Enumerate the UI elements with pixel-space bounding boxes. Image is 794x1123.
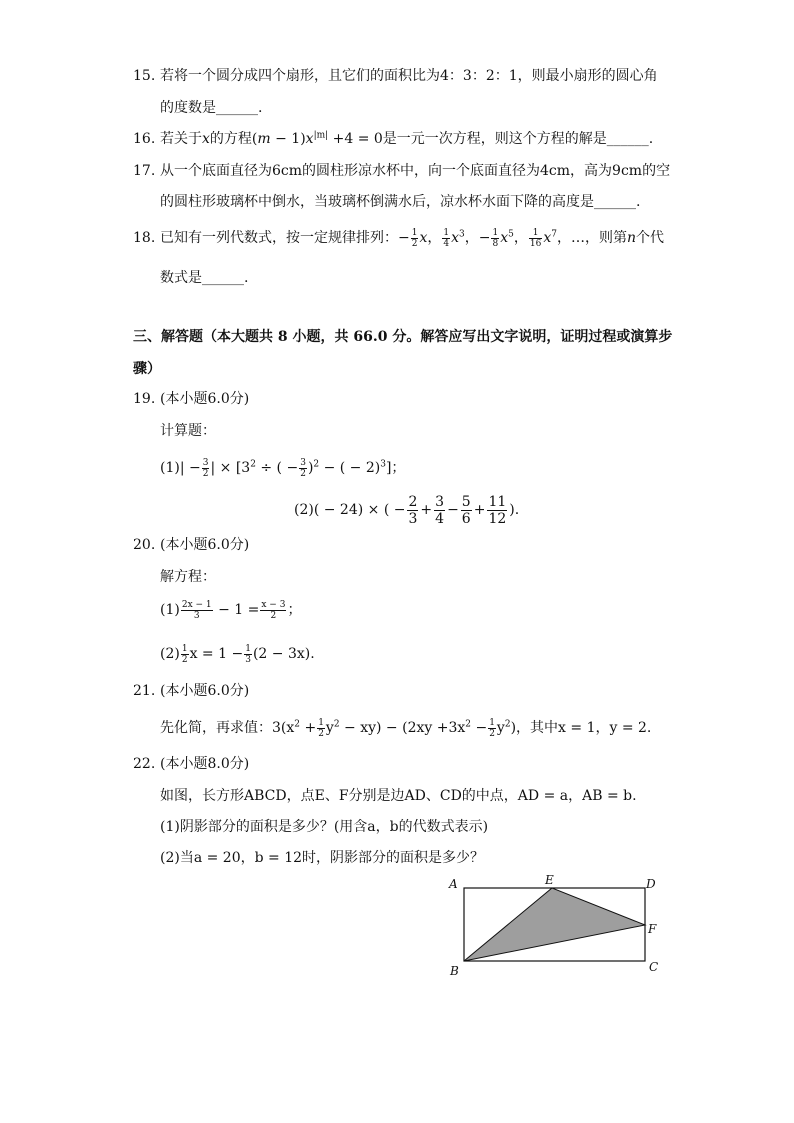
q18-term3-frac: $\frac{1}{8}$	[492, 227, 499, 249]
q19-number: 19.	[133, 391, 156, 407]
q18-text-pre: 已知有一列代数式，按一定规律排列：	[160, 230, 398, 246]
q17-line1	[133, 161, 670, 181]
q17-line2: 的圆柱形玻璃杯中倒水，当玻璃杯倒满水后，凉水杯水面下降的高度是______.	[160, 194, 641, 210]
q22-number: 22.	[133, 756, 156, 772]
q16-text-mid: 的方程(	[209, 131, 258, 147]
label-d: D	[646, 877, 656, 891]
q15-number: 15.	[133, 68, 156, 84]
q20-part1: (1) $\frac{2x - 1}{3}$ − 1 = $\frac{x - 3}{2}$ ；	[160, 599, 302, 621]
q16-exponent: |m|	[313, 130, 329, 141]
q16-number: 16.	[133, 131, 156, 147]
q18-term2-var: x	[451, 230, 460, 246]
q18-term4-frac: $\frac{1}{16}$	[529, 227, 542, 249]
label-f: F	[648, 922, 657, 936]
q18-sep3: ，	[513, 230, 528, 246]
q16-text-pre: 若关于	[160, 131, 202, 147]
q22-description: 如图，长方形ABCD，点E、F分别是边AD、CD的中点，AD = a，AB = b.	[160, 788, 637, 804]
q18-var-n: n	[626, 230, 636, 246]
shaded-triangle-bef	[464, 888, 645, 961]
q21-score: (本小题6.0分)	[160, 683, 250, 699]
q17-number: 17.	[133, 163, 156, 179]
q19-part1: (1)| − $\frac{3}{2}$ | × [$3^2$ ÷ ( − $\frac{3}{2}$ )$^2$ − ( − 2)$^3$]；	[160, 457, 406, 479]
q17-text-1: 从一个底面直径为6cm的圆柱形凉水杯中，向一个底面直径为4cm，高为9cm的空	[160, 163, 671, 179]
q16-var-x2: x	[305, 131, 314, 147]
q16-var-m: m	[257, 131, 271, 147]
q20-score: (本小题6.0分)	[160, 537, 250, 553]
q15-line2: 的度数是______.	[160, 100, 263, 116]
q18-term1-sign: −	[398, 230, 410, 246]
q18-sep1: ，	[427, 230, 442, 246]
q18-line1	[133, 226, 664, 250]
q21-header	[133, 681, 249, 701]
q22-part2: (2)当a = 20，b = 12时，阴影部分的面积是多少？	[160, 850, 485, 866]
q15-text-1: 若将一个圆分成四个扇形，且它们的面积比为4：3：2：1，则最小扇形的圆心角	[160, 68, 658, 84]
q20-label: 解方程：	[160, 569, 216, 585]
q22-score: (本小题8.0分)	[160, 756, 250, 772]
q18-text-post2: 个代	[635, 230, 664, 246]
q18-term1-var: x	[419, 230, 428, 246]
q16-var-x: x	[202, 131, 210, 147]
q22-header	[133, 754, 249, 774]
q18-term3-var: x	[500, 230, 509, 246]
q16-eq-a: − 1)	[270, 131, 306, 147]
q18-text-post: ，…，则第	[556, 230, 627, 246]
q19-part2: (2)( − 24) × ( − $\frac{2}{3}$ + $\frac{3}{4}$ − $\frac{5}{6}$ + $\frac{11}{12}$ ).	[294, 493, 520, 527]
q16-line	[133, 129, 653, 149]
label-b: B	[450, 964, 459, 978]
q18-term4-var: x	[543, 230, 552, 246]
q21-number: 21.	[133, 683, 156, 699]
q18-term1-frac: $\frac{1}{2}$	[411, 227, 418, 249]
q18-sep2: ，−	[464, 230, 491, 246]
section3-title-cont: 骤）	[133, 361, 161, 377]
q20-number: 20.	[133, 537, 156, 553]
q21-expression: 先化简，再求值：$3(x^2$ + $\frac{1}{2}$ $y^2 - xy) - (2xy +3x^2$ − $\frac{1}{2}$ $y^2$)，其中x = 1，y = 2.	[160, 717, 652, 739]
q18-number: 18.	[133, 230, 156, 246]
q18-term4-exp: 7	[551, 229, 557, 240]
q18-term2-exp: 3	[459, 229, 465, 240]
q20-part2: (2) $\frac{1}{2}$ x = 1 − $\frac{1}{3}$ (2 − 3x).	[160, 643, 315, 665]
q22-figure	[440, 870, 670, 980]
q18-line2: 数式是______.	[160, 270, 249, 286]
q22-part1: (1)阴影部分的面积是多少？(用含a，b的代数式表示)	[160, 819, 489, 835]
label-e: E	[545, 873, 554, 887]
q16-eq-b: +4 = 0是一元一次方程，则这个方程的解是______.	[328, 131, 654, 147]
q18-term2-frac: $\frac{1}{4}$	[443, 227, 450, 249]
q19-header	[133, 389, 249, 409]
q15-line1	[133, 66, 658, 86]
q18-term3-exp: 5	[508, 229, 514, 240]
section3-title: 三、解答题（本大题共 8 小题，共 66.0 分。解答应写出文字说明，证明过程或演算步	[133, 329, 673, 345]
q19-score: (本小题6.0分)	[160, 391, 250, 407]
q20-header	[133, 535, 249, 555]
label-a: A	[449, 877, 458, 891]
q19-label: 计算题：	[160, 423, 216, 439]
label-c: C	[649, 960, 659, 974]
